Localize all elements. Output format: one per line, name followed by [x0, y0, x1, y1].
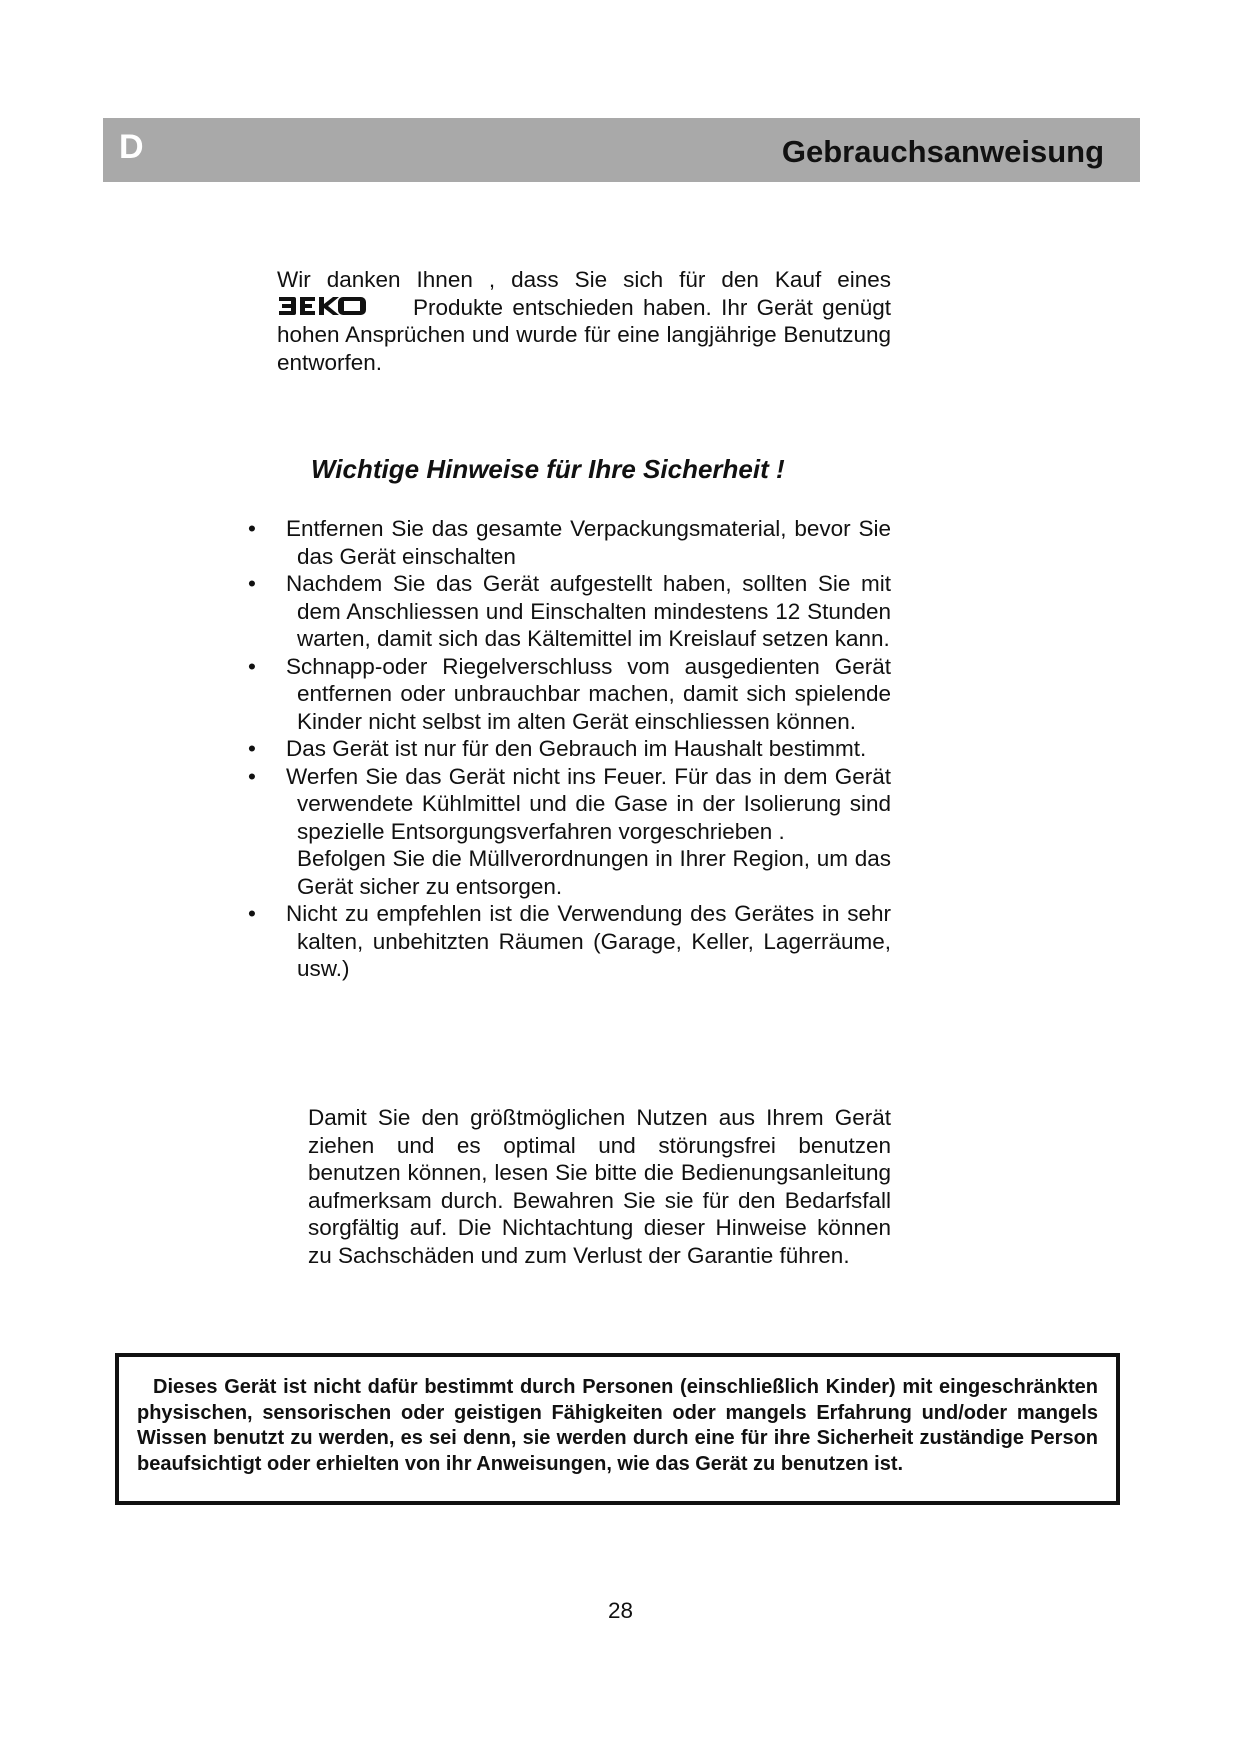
list-item [248, 763, 891, 901]
bullet-icon: • [248, 763, 256, 789]
list-item-text: Das Gerät ist nur für den Gebrauch im Haushalt bestimmt. [286, 736, 867, 761]
list-item [248, 653, 891, 736]
list-item-text: Nachdem Sie das Gerät aufgestellt haben, sollten Sie mit dem Anschliessen und Einschalten mindestens 12 Stunden warten, damit sich das Kältemittel im Kreislauf setzen kann. [286, 571, 891, 651]
intro-text-before-logo: Wir danken Ihnen , dass Sie sich für den Kauf eines [277, 267, 891, 292]
language-code: D [119, 128, 144, 166]
list-item-extra-text: Befolgen Sie die Müllverordnungen in Ihrer Region, um das Gerät sicher zu entsorgen. [297, 846, 891, 899]
safety-list [248, 515, 891, 983]
list-item-text: Werfen Sie das Gerät nicht ins Feuer. Für das in dem Gerät verwendete Kühlmittel und die Gase in der Isolierung sind spezielle Entsorgungsverfahren vorgeschrieben . [286, 763, 891, 844]
list-item [248, 735, 891, 763]
bullet-icon: • [248, 901, 256, 926]
intro-section [277, 266, 891, 376]
warning-text: Dieses Gerät ist nicht dafür bestimmt durch Personen (einschließlich Kinder) mit eingeschränkten physischen, sensorischen oder geistigen Fähigkeiten oder mangels Erfahrung und/oder mangels Wissen benutzt zu werden, es sei denn, sie werden durch eine für ihre Sicherheit zuständige Person beaufsichtigt oder erhielten von ihr Anweisungen, wie das Gerät zu benutzen ist. [137, 1376, 1098, 1475]
intro-paragraph [277, 266, 891, 376]
header-bar [103, 118, 1140, 182]
list-item-text: Nicht zu empfehlen ist die Verwendung des Gerätes in sehr kalten, unbehitzten Räumen (Garage, Keller, Lagerräume, usw.) [286, 901, 891, 981]
closing-paragraph: Damit Sie den größtmöglichen Nutzen aus Ihrem Gerät ziehen und es optimal und störungsfrei benutzen benutzen können, lesen Sie bitte die Bedienungsanleitung aufmerksam durch. Bewahren Sie sie für den Bedarfsfall sorgfältig auf. Die Nichtachtung dieser Hinweise können zu Sachschäden und zum Verlust der Garantie führen. [308, 1105, 891, 1268]
safety-heading: Wichtige Hinweise für Ihre Sicherheit ! [311, 454, 785, 484]
bullet-icon: • [248, 571, 256, 596]
list-item [248, 900, 891, 983]
intro-text-after-logo: Produkte entschieden haben. Ihr Gerät genügt hohen Ansprüchen und wurde für eine langjährige Benutzung entworfen. [277, 294, 891, 375]
bullet-icon: • [248, 653, 256, 679]
list-item-text: Schnapp-oder Riegelverschluss vom ausgedienten Gerät entfernen oder unbrauchbar machen, damit sich spielende Kinder nicht selbst im alten Gerät einschliessen können. [286, 653, 891, 734]
list-item [248, 570, 891, 653]
warning-box [115, 1353, 1120, 1505]
page-title: Gebrauchsanweisung [781, 134, 1104, 169]
bullet-icon: • [248, 736, 256, 761]
page-number: 28 [607, 1598, 634, 1623]
bullet-icon: • [248, 516, 256, 541]
list-item [248, 515, 891, 570]
beko-logo [277, 295, 369, 317]
list-item-text: Entfernen Sie das gesamte Verpackungsmaterial, bevor Sie das Gerät einschalten [286, 516, 891, 569]
